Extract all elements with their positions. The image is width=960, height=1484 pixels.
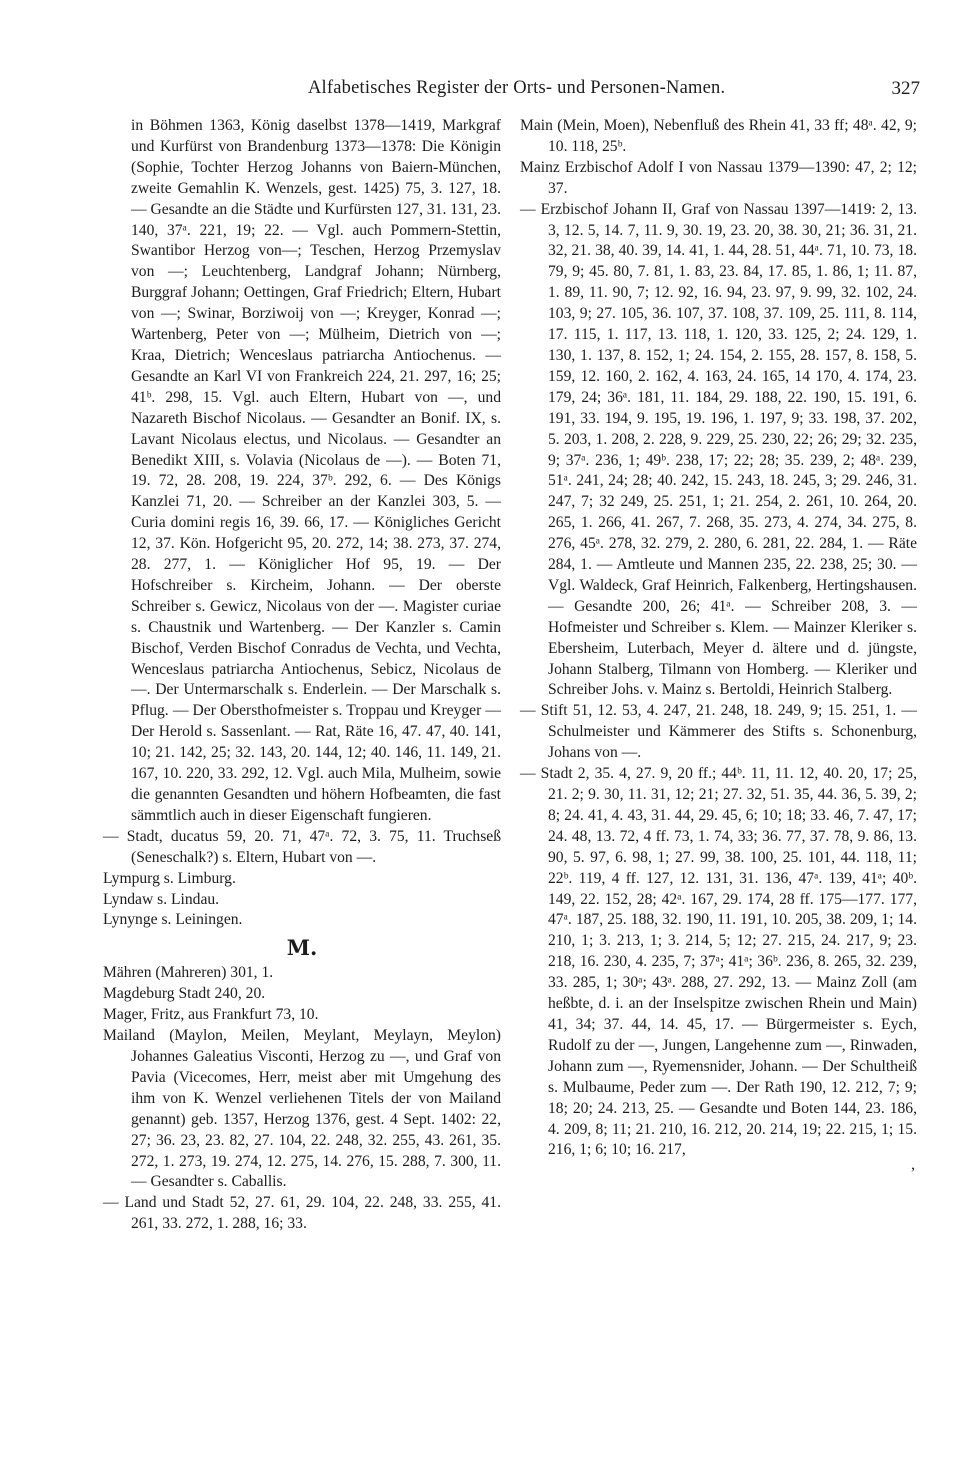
register-entry: Lyndaw s. Lindau. [103, 890, 220, 908]
register-entry: Mager, Fritz, aus Frankfurt 73, 10. [103, 1006, 319, 1024]
page-number: 327 [891, 78, 920, 99]
register-entry: Lynynge s. Leiningen. [103, 911, 243, 929]
register-entry: — Stadt, ducatus 59, 20. 71, 47ᵃ. 72, 3. 75, 11. Truchseß (Seneschalk?) s. Eltern, Hubart von —. [103, 827, 501, 866]
register-entry: Lympurg s. Limburg. [103, 869, 236, 887]
register-entry: — Erzbischof Johann II, Graf von Nassau 1397—1419: 2, 13. 3, 12. 5, 14. 7, 11. 9, 30. 19, 23. 20, 38. 30, 21; 36. 31, 21. 32, 21. 38, 40. 39, 14. 41, 1. 44, 28. 51, 44ᵃ. 71, 10. 73, 18. 79, 9; 45. 80, 7. 81, 1. 83, 23. 84, 17. 85, 1. 86, 1; 11. 87, 1. 89, 11. 90, 7; 12. 92, 16. 94, 23. 97, 9. 99, 32. 102, 24. 103, 9; 27. 105, 36. 107, 37. 108, 37. 109, 25. 111, 8. 114, 17. 115, 1. 117, 13. 118, 1. 120, 33. 125, 2; 24. 129, 1. 130, 1. 137, 8. 152, 1; 24. 154, 2. 155, 28. 157, 8. 158, 5. 159, 12. 160, 2. 162, 4. 163, 24. 165, 14 170, 4. 174, 23. 179, 24; 36ᵃ. 181, 11. 184, 29. 188, 22. 190, 15. 191, 6. 191, 33. 194, 9. 195, 19. 196, 1. 197, 9; 33. 198, 37. 202, 5. 203, 1. 208, 2. 228, 9. 229, 25. 230, 22; 26; 29; 32. 235, 9; 37ᵃ. 236, 1; 49ᵇ. 238, 17; 22; 28; 35. 239, 2; 48ᵃ. 239, 51ᵃ. 241, 24; 28; 40. 242, 15. 243, 18. 245, 3; 29. 246, 31. 247, 7; 32 249, 25. 251, 1; 21. 254, 2. 261, 10. 264, 20. 265, 1. 266, 41. 267, 7. 268, 35. 273, 4. 274, 34. 275, 8. 276, 45ᵃ. 278, 32. 279, 2. 280, 6. 281, 22. 284, 1. — Räte 284, 1. — Amtleute und Mannen 235, 22. 238, 25; 30. — Vgl. Waldeck, Graf Heinrich, Falkenberg, Hertingshausen. — Gesandte 200, 26; 41ᵃ. — Schreiber 208, 3. — Hofmeister und Schreiber s. Klem. — Mainzer Kleriker s. Ebersheim, Luterbach, Meyer d. ältere und d. jüngste, Johann Stalberg, Tilmann von Homberg. — Kleriker und Schreiber Johs. v. Mainz s. Bertoldi, Heinrich Stalberg. [520, 200, 917, 699]
register-entry: — Stift 51, 12. 53, 4. 247, 21. 248, 18. 249, 9; 15. 251, 1. — Schulmeister und Kämmerer des Stifts s. Schonenburg, Johans von —. [520, 702, 917, 762]
register-entry: — Stadt 2, 35. 4, 27. 9, 20 ff.; 44ᵇ. 11, 11. 12, 40. 20, 17; 25, 21. 2; 9. 30, 11. 31, 12; 21; 27. 32, 51. 35, 44. 36, 5. 39, 2; 8; 24. 41, 4. 43, 31. 44, 29. 45, 6; 10; 18; 33. 46, 7. 47, 17; 24. 48, 13. 72, 4 ff. 73, 1. 74, 33; 36. 77, 37. 78, 9. 86, 13. 90, 5. 97, 6. 98, 1; 27. 99, 38. 100, 25. 101, 44. 118, 11; 22ᵇ. 119, 4 ff. 127, 12. 131, 31. 136, 47ᵃ. 139, 41ᵃ; 40ᵇ. 149, 22. 152, 28; 42ᵃ. 167, 29. 174, 28 ff. 175—177. 177, 47ᵃ. 187, 25. 188, 32. 190, 11. 191, 10. 205, 38. 209, 1; 14. 210, 1; 3. 213, 1; 3. 214, 5; 12; 27. 215, 24. 217, 9; 23. 218, 16. 230, 4. 235, 7; 37ᵃ; 41ᵃ; 36ᵇ. 236, 8. 265, 32. 239, 33. 285, 1; 30ᵃ; 43ᵃ. 288, 27. 292, 13. — Mainz Zoll (am heßbte, d. i. an der Inselspitze zwischen Rhein und Main) 41, 34; 37. 44, 14. 45, 17. — Bürgermeister s. Eych, Rudolf zu der —, Jungen, Langehenne zum —, Rinwaden, Johann zum —, Ryemensnider, Johann. — Der Schultheiß s. Mulbaume, Peder zum —. Der Rath 190, 12. 212, 7; 9; 18; 20; 24. 213, 25. — Gesandte und Boten 144, 23. 186, 4. 209, 8; 11; 21. 210, 16. 212, 20. 214, 19; 22. 215, 1; 15. 216, 1; 6; 10; 16. 217, [520, 765, 917, 1159]
register-entry: Mainz Erzbischof Adolf I von Nassau 1379—1390: 47, 2; 12; 37. [520, 158, 917, 197]
register-entry: Main (Mein, Moen), Nebenfluß des Rhein 41, 33 ff; 48ᵃ. 42, 9; 10. 118, 25ᵇ. [520, 117, 917, 155]
register-entry: Mailand (Maylon, Meilen, Meylant, Meylayn, Meylon) Johannes Galeatius Visconti, Herzog zu —, und Graf von Pavia (Vicecomes, Herr, meist aber mit Umgehung des ihm von K. Wenzel verliehenen Titels der von Mailand genannt) geb. 1357, Herzog 1376, gest. 4 Sept. 1402: 22, 27; 36. 23, 23. 82, 27. 104, 22. 248, 32. 255, 43. 261, 35. 272, 1. 273, 19. 274, 12. 275, 14. 276, 15. 288, 7. 300, 11. — Gesandter s. Caballis. [103, 1027, 501, 1191]
register-entry-continuation: in Böhmen 1363, König daselbst 1378—1419, Markgraf und Kurfürst von Brandenburg 1373—1378: Die Königin (Sophie, Tochter Herzog Johanns von Baiern-München, zweite Gemahlin K. Wenzels, gest. 1425) 75, 3. 127, 18. — Gesandte an die Städte und Kurfürsten 127, 31. 131, 23. 140, 37ᵃ. 221, 19; 22. — Vgl. auch Pommern-Stettin, Swantibor Herzog von—; Teschen, Herzog Przemyslav von —; Leuchtenberg, Landgraf Johann; Nürnberg, Burggraf Johann; Oettingen, Graf Friedrich; Eltern, Hubart von —; Swinar, Borziwoij von —; Kreyger, Konrad —; Wartenberg, Peter von —; Mülheim, Dietrich von —; Kraa, Dietrich; Wenceslaus patriarcha Antiochenus. — Gesandte an Karl VI von Frankreich 224, 21. 297, 16; 25; 41ᵇ. 298, 15. Vgl. auch Eltern, Hubart von —, und Nazareth Bischof Nicolaus. — Gesandter an Bonif. IX, s. Lavant Nicolaus electus, und Nicolaus. — Gesandter an Benedikt XIII, s. Volavia (Nicolaus de —). — Boten 71, 19. 72, 28. 208, 19. 224, 37ᵇ. 292, 6. — Des Königs Kanzlei 71, 20. — Schreiber an der Kanzlei 303, 5. — Curia domini regis 16, 39. 66, 17. — Königliches Gericht 12, 37. Kön. Hofgericht 95, 20. 272, 14; 38. 273, 37. 274, 28. 277, 1. — Königlicher Hof 95, 19. — Der Hofschreiber s. Kircheim, Johann. — Der oberste Schreiber s. Gewicz, Nicolaus von der —. Magister curiae s. Chaustnik und Wartenberg. — Der Kanzler s. Camin Bischof, Verden Bischof Conradus de Vechta, und Vechta, Wenceslaus patriarcha Antiochenus, Sebicz, Nicolaus de —. Der Untermarschalk s. Enderlein. — Der Marschalk s. Pflug. — Der Obersthofmeister s. Troppau und Kreyger — Der Herold s. Sassenlant. — Rat, Räte 16, 47. 47, 40. 141, 10; 21. 142, 25; 32. 143, 20. 144, 12; 40. 146, 11. 149, 21. 167, 10. 220, 33. 292, 12. Vgl. auch Mila, Mulheim, sowie die genannten Gesandten und höhern Hofbeamten, die fast sämmtlich auch in dieser Eigenschaft fungieren. [131, 117, 501, 824]
right-column [520, 116, 917, 1174]
trailing-mark: , [911, 1156, 915, 1174]
running-header [100, 78, 920, 104]
register-entry: Mähren (Mahreren) 301, 1. [103, 964, 274, 982]
left-column [103, 116, 501, 1235]
letter-heading: M. [286, 935, 318, 961]
register-entry: — Land und Stadt 52, 27. 61, 29. 104, 22. 248, 33. 255, 41. 261, 33. 272, 1. 288, 16; 33. [103, 1194, 501, 1233]
running-title: Alfabetisches Register der Orts- und Personen-Namen. [308, 78, 726, 98]
register-entry: Magdeburg Stadt 240, 20. [103, 985, 266, 1003]
